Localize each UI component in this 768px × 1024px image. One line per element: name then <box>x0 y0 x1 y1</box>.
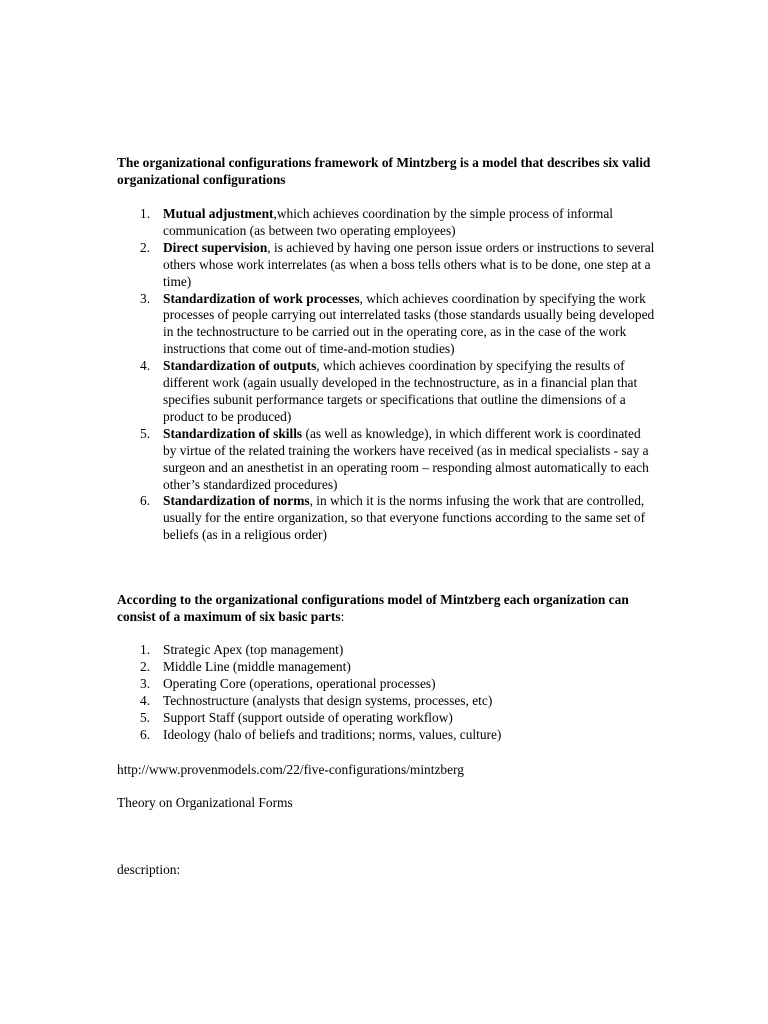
source-url: http://www.provenmodels.com/22/five-configurations/mintzberg <box>117 762 464 777</box>
list-item: 2. Middle Line (middle management) <box>140 658 351 674</box>
item-text: (as well as knowledge), in which different work is coordinated by virtue of the related training the workers have received (as in medical specialists - say a surgeon and an anesthetist in an operating room – responding almost automatically to each other’s standardized procedures) <box>163 425 649 492</box>
item-text: Middle Line (middle management) <box>163 658 351 674</box>
basic-parts-list <box>117 642 655 743</box>
description-label: description: <box>117 862 181 877</box>
item-term: Mutual adjustment <box>163 206 274 221</box>
item-text: Strategic Apex (top management) <box>163 642 344 657</box>
item-text: Technostructure (analysts that design systems, processes, etc) <box>163 692 493 708</box>
item-text: ,which achieves coordination by the simple process of informal communication (as between two operating employees) <box>163 206 613 238</box>
list-item: 2. Direct supervision, is achieved by having one person issue orders or instructions to several others whose work interrelates (as when a boss tells others what is to be done, one step at a time) <box>140 239 655 289</box>
theory-title: Theory on Organizational Forms <box>117 795 293 810</box>
section2-heading: According to the organizational configurations model of Mintzberg each organization can consist of a maximum of six basic parts: <box>117 592 629 624</box>
item-term: Standardization of outputs <box>163 358 317 374</box>
item-term: Standardization of skills <box>163 425 303 441</box>
list-item: 1. Strategic Apex (top management) <box>140 642 344 657</box>
item-text: , which achieves coordination by specifying the results of different work (again usually developed in the technostructure, as in a financial plan that specifies subunit performance targets or specifications that outline the dimensions of a product to be produced) <box>163 358 638 424</box>
item-term: Direct supervision <box>163 239 268 255</box>
list-item: 5. Standardization of skills (as well as knowledge), in which different work is coordinated by virtue of the related training the workers have received (as in medical specialists - say a surgeon and an anesthetist in an operating room – responding almost automatically to each other’s standardized procedures) <box>140 425 649 492</box>
list-item: 5. Support Staff (support outside of operating workflow) <box>140 709 453 725</box>
item-text: Support Staff (support outside of operating workflow) <box>163 709 453 725</box>
list-item: 6. Standardization of norms, in which it is the norms infusing the work that are controlled, usually for the entire organization, so that everyone functions according to the same set of beliefs (as in a religious order) <box>140 493 646 543</box>
list-item: 1. Mutual adjustment,which achieves coordination by the simple process of informal communication (as between two operating employees) <box>140 206 613 238</box>
item-text: , which achieves coordination by specifying the work processes of people carrying out interrelated tasks (those standards usually being developed in the technostructure to be carried out in the operating core, as in the case of the work instructions that come out of time-and-motion studies) <box>163 290 655 357</box>
list-item: 4. Technostructure (analysts that design systems, processes, etc) <box>140 692 493 708</box>
list-item: 4. Standardization of outputs, which achieves coordination by specifying the results of different work (again usually developed in the technostructure, as in a financial plan that specifies subunit performance targets or specifications that outline the dimensions of a product to be produced) <box>140 358 638 424</box>
item-text: , is achieved by having one person issue orders or instructions to several others whose work interrelates (as when a boss tells others what is to be done, one step at a time) <box>163 239 655 289</box>
coordination-mechanisms-list <box>117 206 655 544</box>
list-item: 6. Ideology (halo of beliefs and traditions; norms, values, culture) <box>140 726 502 742</box>
item-term: Standardization of norms <box>163 493 310 509</box>
list-item: 3. Operating Core (operations, operational processes) <box>140 675 436 691</box>
item-term: Standardization of work processes <box>163 290 360 306</box>
section1-heading: The organizational configurations framework of Mintzberg is a model that describes six valid organizational configurations <box>117 155 651 187</box>
item-text: Ideology (halo of beliefs and traditions; norms, values, culture) <box>163 726 502 742</box>
item-text: , in which it is the norms infusing the work that are controlled, usually for the entire organization, so that everyone functions according to the same set of beliefs (as in a religious order) <box>163 493 646 543</box>
item-text: Operating Core (operations, operational processes) <box>163 675 436 691</box>
list-item: 3. Standardization of work processes, which achieves coordination by specifying the work processes of people carrying out interrelated tasks (those standards usually being developed in the technostructure to be carried out in the operating core, as in the case of the work instructions that come out of time-and-motion studies) <box>140 290 655 357</box>
